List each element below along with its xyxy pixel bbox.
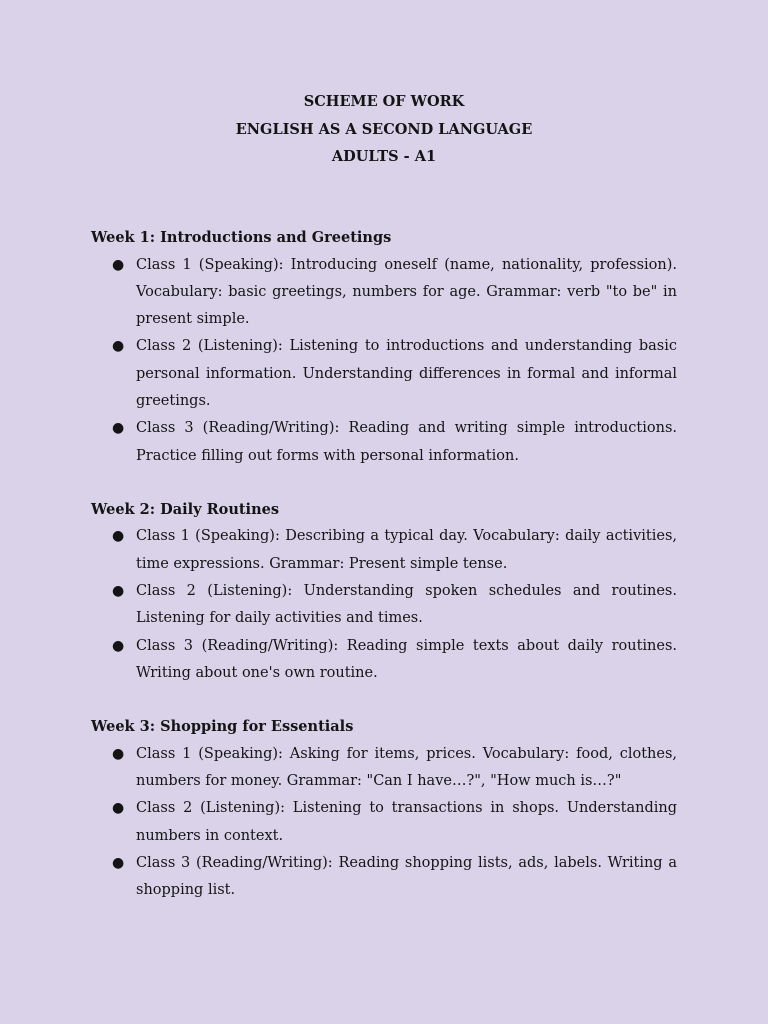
class-text: Class 1 (Speaking): Describing a typical day. Vocabulary: daily activities, time expressions. Grammar: Present simple tense. [136,528,677,572]
class-item [91,415,677,470]
header-title: SCHEME OF WORK [303,93,465,110]
class-text: Class 1 (Speaking): Asking for items, prices. Vocabulary: food, clothes, numbers for money. Grammar: "Can I have…?", "How much is…?" [136,745,677,789]
class-text: Class 1 (Speaking): Introducing oneself (name, nationality, profession). Vocabulary: basic greetings, numbers for age. Grammar: verb "to be" in present simple. [136,256,677,328]
class-text: Class 2 (Listening): Listening to transactions in shops. Understanding numbers in context. [136,800,677,844]
bullet-icon: ● [112,637,125,654]
bullet-icon: ● [112,338,125,355]
week-title: Week 2: Daily Routines [91,500,279,518]
bullet-icon: ● [112,582,125,599]
document-header [0,88,768,171]
bullet-icon: ● [112,256,125,273]
weeks-list [91,224,677,930]
class-item [91,633,677,688]
bullet-icon: ● [112,420,125,437]
class-text: Class 3 (Reading/Writing): Reading simple texts about daily routines. Writing about one's own routine. [136,637,677,681]
bullet-icon: ● [112,800,125,817]
class-list [91,252,677,470]
header-level: ADULTS - A1 [331,148,437,165]
week-section [91,496,677,687]
header-subject: ENGLISH AS A SECOND LANGUAGE [235,120,533,138]
class-item [91,333,677,415]
class-item [91,741,677,796]
bullet-icon: ● [112,745,125,762]
week-section [91,713,677,904]
week-title: Week 1: Introductions and Greetings [91,229,392,246]
class-item [91,523,677,578]
week-section [91,224,677,470]
week-title: Week 3: Shopping for Essentials [91,718,354,736]
class-text: Class 3 (Reading/Writing): Reading and writing simple introductions. Practice filling out forms with personal information. [136,420,677,464]
class-list [91,523,677,687]
class-item [91,795,677,850]
class-item [91,578,677,633]
class-text: Class 2 (Listening): Understanding spoken schedules and routines. Listening for daily activities and times. [136,582,677,627]
class-list [91,741,677,905]
class-item [91,252,677,334]
class-text: Class 3 (Reading/Writing): Reading shopping lists, ads, labels. Writing a shopping list. [136,854,677,899]
class-text: Class 2 (Listening): Listening to introductions and understanding basic personal information. Understanding differences in formal and informal greetings. [136,338,677,409]
bullet-icon: ● [112,854,125,871]
bullet-icon: ● [112,528,125,545]
class-item [91,850,677,905]
